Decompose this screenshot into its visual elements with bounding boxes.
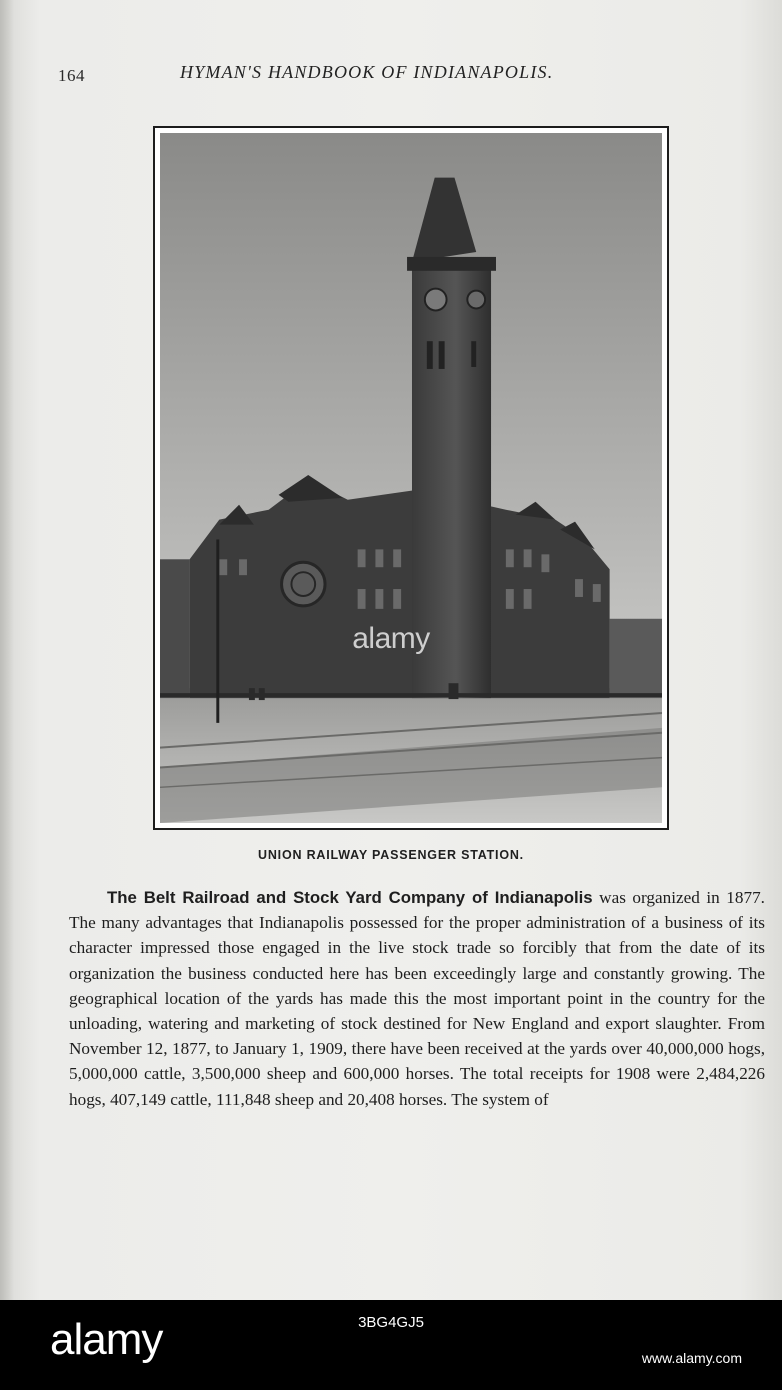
article-paragraph: [69, 885, 765, 1112]
footer-url: www.alamy.com: [641, 1350, 742, 1366]
photo-frame: [153, 126, 669, 830]
image-id: 3BG4GJ5: [358, 1314, 424, 1331]
alamy-logo: alamy: [50, 1315, 163, 1364]
station-photograph: [160, 133, 662, 823]
article-lead: The Belt Railroad and Stock Yard Company of Indianapolis: [107, 888, 593, 907]
watermark: alamy: [352, 622, 430, 655]
running-head: HYMAN'S HANDBOOK OF INDIANAPOLIS.: [180, 62, 554, 82]
figure-caption: UNION RAILWAY PASSENGER STATION.: [258, 848, 524, 862]
page-number: 164: [58, 66, 85, 85]
article-body: was organized in 1877. The many advantages that Indianapolis possessed for the proper administration of a business of its character impressed those engaged in the live stock trade so forcibly that from the date of its organization the business conducted here has been exceedingly large and constantly growing. The geographical location of the yards has made this the most important point in the country for the unloading, watering and marketing of stock destined for New England and export slaughter. From November 12, 1877, to January 1, 1909, there have been received at the yards over 40,000,000 hogs, 5,000,000 cattle, 3,500,000 sheep and 600,000 horses. The total receipts for 1908 were 2,484,226 hogs, 407,149 cattle, 111,848 sheep and 20,408 horses. The system of: [69, 888, 765, 1109]
